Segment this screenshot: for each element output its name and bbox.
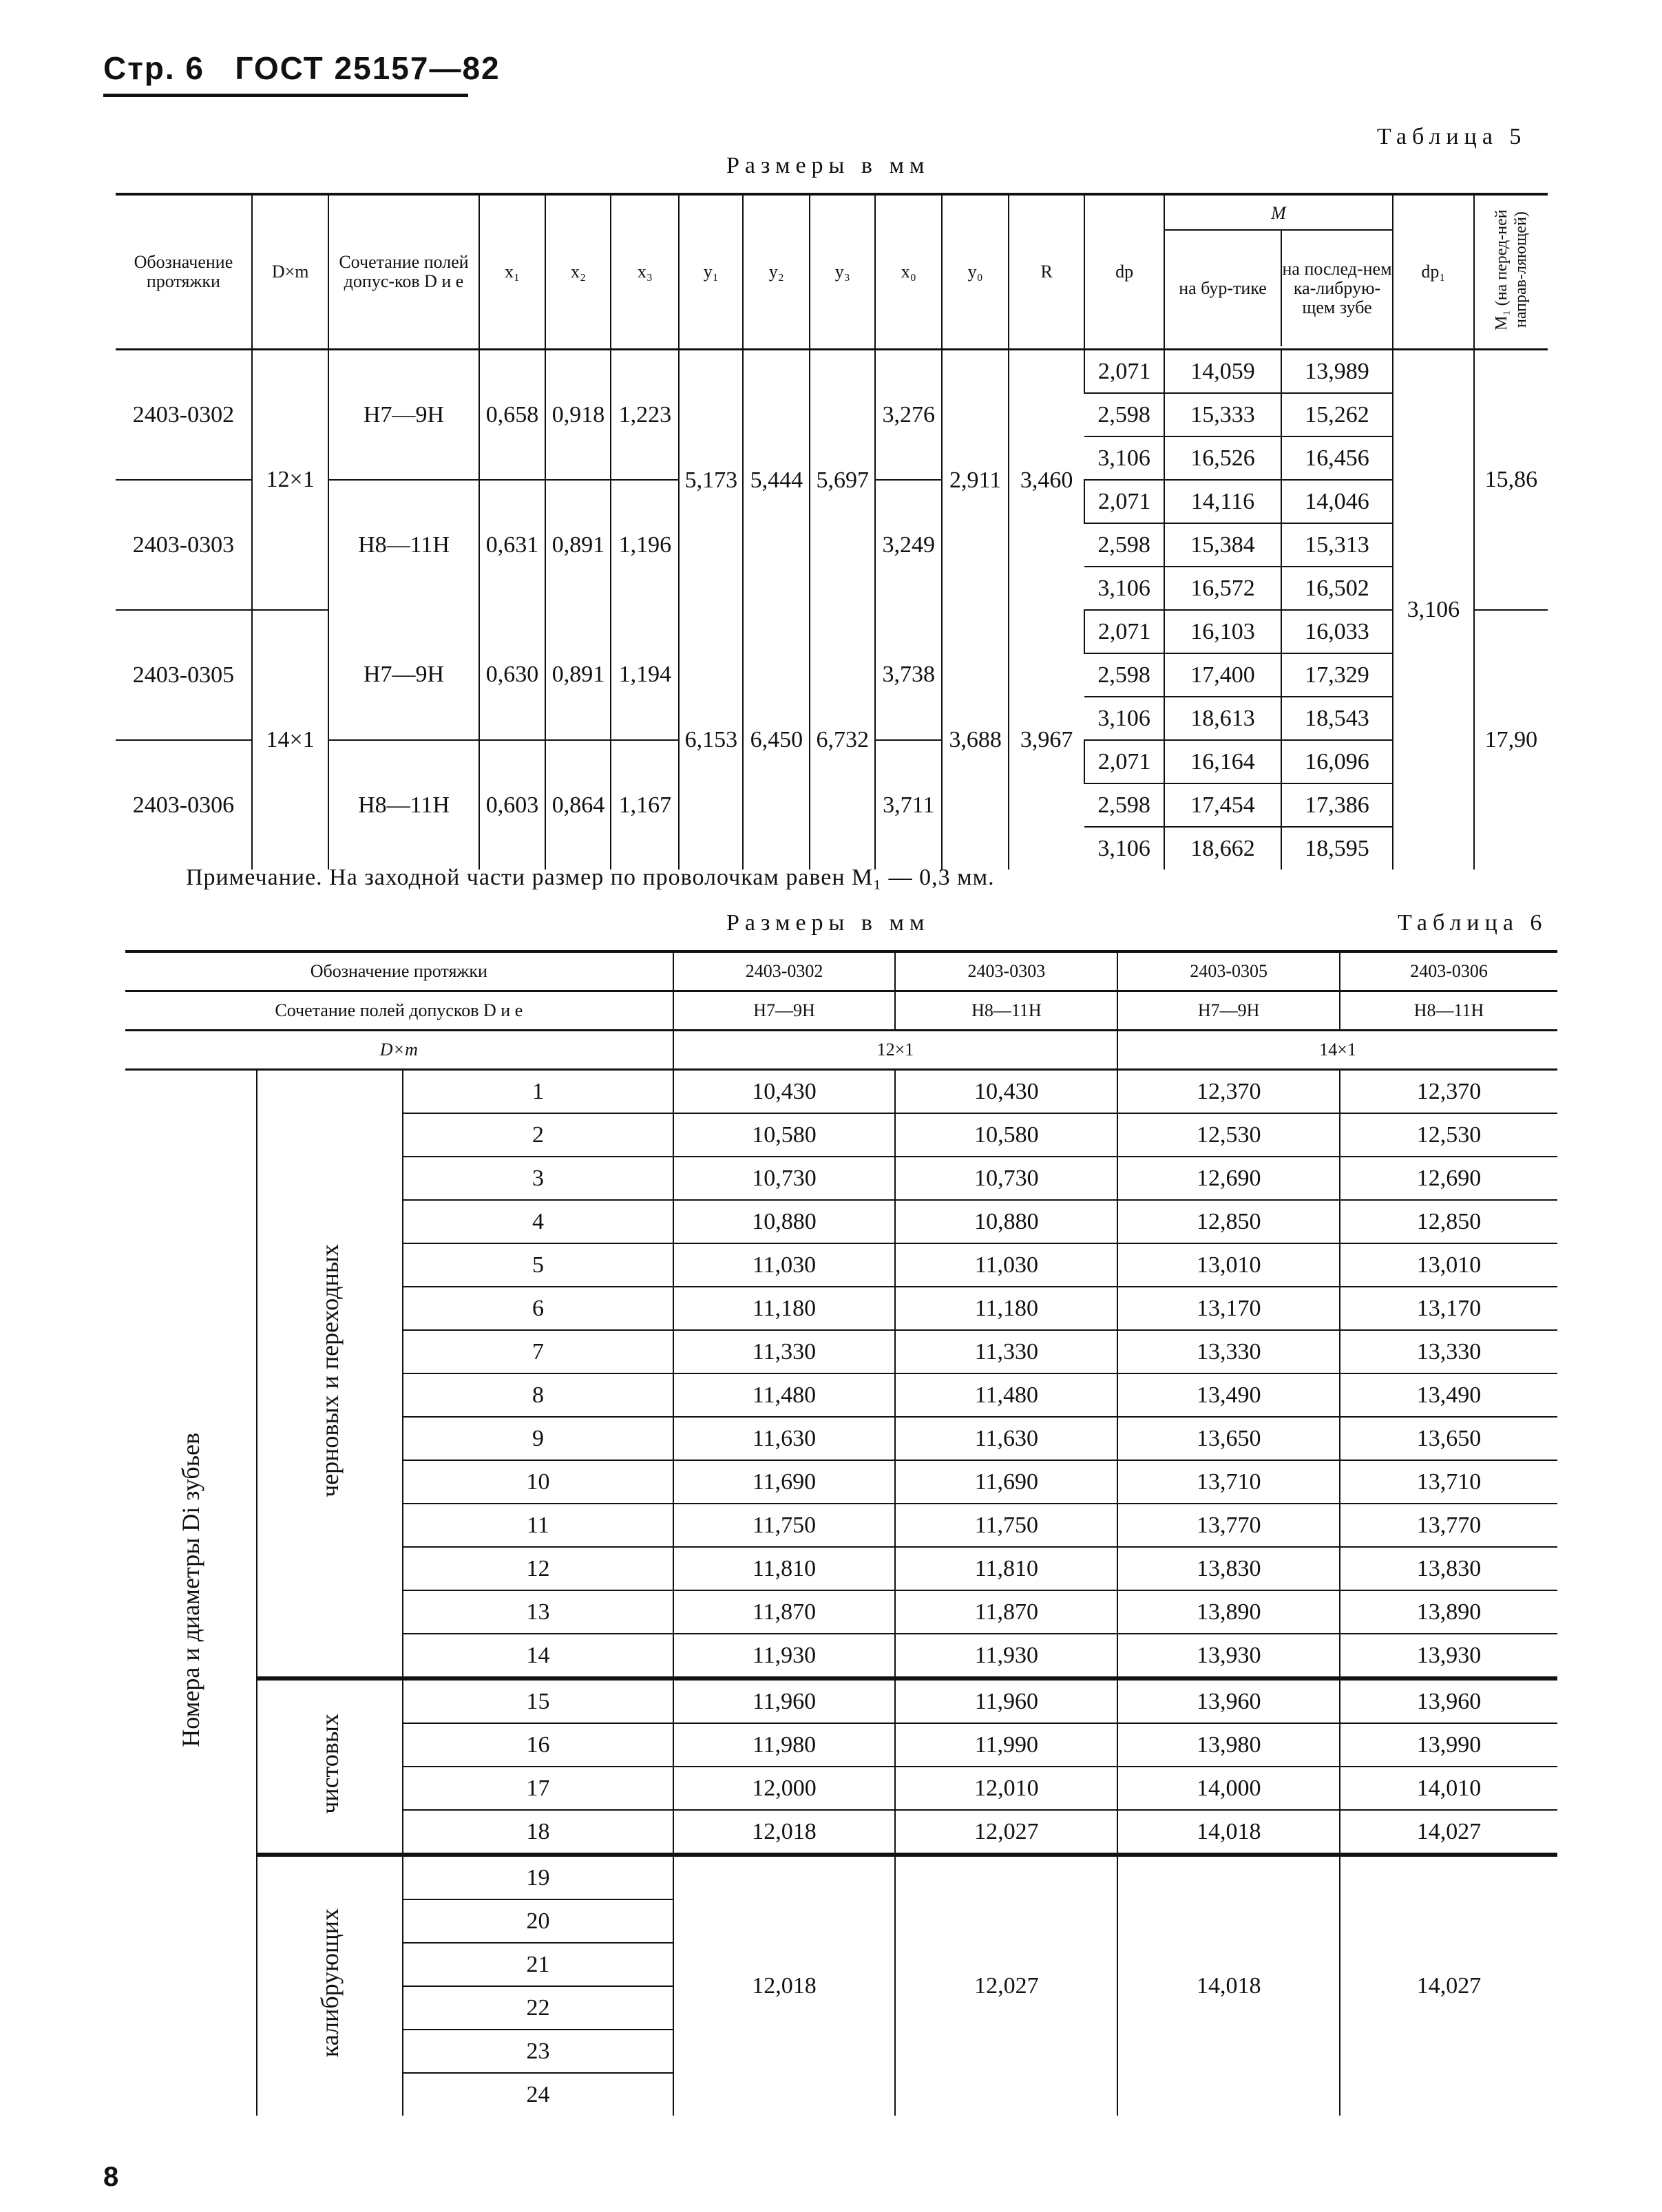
calib-diameter: 12,027 [895, 1855, 1117, 2116]
page-header [103, 50, 501, 87]
tooth-number: 11 [403, 1504, 673, 1547]
x1-cell: 0,631 [479, 480, 546, 610]
tooth-number: 16 [403, 1723, 673, 1767]
diameter-cell: 11,180 [895, 1287, 1117, 1330]
m-burt-cell: 15,333 [1164, 393, 1281, 436]
diameter-cell: 13,650 [1117, 1417, 1340, 1460]
col-r: R [1009, 194, 1084, 350]
designation-cell: 2403-0303 [116, 480, 252, 610]
diameter-cell: 11,930 [895, 1634, 1117, 1678]
diameter-cell: 11,870 [895, 1590, 1117, 1634]
r-cell: 3,460 [1009, 350, 1084, 611]
table5-units: Размеры в мм [726, 153, 930, 178]
m-last-cell: 18,543 [1281, 697, 1393, 740]
diameter-cell: 12,690 [1117, 1157, 1340, 1200]
diameter-cell: 12,027 [895, 1810, 1117, 1855]
diameter-cell: 12,850 [1117, 1200, 1340, 1243]
y1-cell: 6,153 [679, 610, 743, 870]
diameter-cell: 12,018 [673, 1810, 896, 1855]
diameter-cell: 13,930 [1117, 1634, 1340, 1678]
diameter-cell: 13,960 [1340, 1678, 1557, 1723]
x2-cell: 0,891 [545, 480, 611, 610]
diameter-cell: 14,000 [1117, 1767, 1340, 1810]
x3-cell: 1,167 [611, 740, 679, 870]
diameter-cell: 11,030 [673, 1243, 896, 1287]
diameter-cell: 13,830 [1117, 1547, 1340, 1590]
col-y0: y₀ [942, 194, 1009, 350]
x0-cell: 3,249 [875, 480, 942, 610]
calib-diameter: 14,018 [1117, 1855, 1340, 2116]
col-x2: x₂ [545, 194, 611, 350]
combo-cell: Н7—9Н [328, 350, 478, 481]
side-label-cell [125, 1070, 257, 2116]
diameter-cell: 11,480 [673, 1373, 896, 1417]
dp-cell: 3,106 [1084, 697, 1164, 740]
m-burt-cell: 15,384 [1164, 523, 1281, 567]
diameter-cell: 12,850 [1340, 1200, 1557, 1243]
dp1-cell: 3,106 [1393, 350, 1474, 870]
x1-cell: 0,630 [479, 610, 546, 740]
m-last-cell: 16,096 [1281, 740, 1393, 783]
diameter-cell: 13,650 [1340, 1417, 1557, 1460]
col-y1: y₁ [679, 194, 743, 350]
diameter-cell: 12,690 [1340, 1157, 1557, 1200]
diameter-cell: 13,770 [1117, 1504, 1340, 1547]
diameter-cell: 13,710 [1117, 1460, 1340, 1504]
dxm-cell: 12×1 [252, 350, 329, 611]
diameter-cell: 11,930 [673, 1634, 896, 1678]
diameter-cell: 13,330 [1340, 1330, 1557, 1373]
diameter-cell: 10,880 [895, 1200, 1117, 1243]
y2-cell: 6,450 [743, 610, 810, 870]
combo-cell: Н7—9Н [328, 610, 478, 740]
tooth-number: 18 [403, 1810, 673, 1855]
col-x0: x₀ [875, 194, 942, 350]
group-rough-label: черновых и переходных [316, 1243, 344, 1497]
tooth-number: 13 [403, 1590, 673, 1634]
diameter-cell: 13,930 [1340, 1634, 1557, 1678]
diameter-cell: 13,990 [1340, 1723, 1557, 1767]
combo-cell: Н7—9Н [673, 991, 896, 1031]
diameter-cell: 10,430 [673, 1070, 896, 1114]
col-y2: y₂ [743, 194, 810, 350]
diameter-cell: 13,490 [1340, 1373, 1557, 1417]
tooth-number: 19 [403, 1855, 673, 1899]
designation-cell: 2403-0303 [895, 951, 1117, 991]
tooth-number: 17 [403, 1767, 673, 1810]
dxm-cell: 14×1 [1117, 1031, 1557, 1070]
group-finish-label: чистовых [316, 1713, 344, 1814]
calib-diameter: 12,018 [673, 1855, 896, 2116]
table-6 [125, 950, 1557, 2116]
m-last-cell: 15,262 [1281, 393, 1393, 436]
diameter-cell: 13,010 [1340, 1243, 1557, 1287]
diameter-cell: 13,770 [1340, 1504, 1557, 1547]
diameter-cell: 11,810 [895, 1547, 1117, 1590]
combo-cell: Н8—11Н [1340, 991, 1557, 1031]
tooth-number: 6 [403, 1287, 673, 1330]
diameter-cell: 11,870 [673, 1590, 896, 1634]
m-last-cell: 16,502 [1281, 567, 1393, 610]
dp-cell: 2,598 [1084, 523, 1164, 567]
m-burt-cell: 18,613 [1164, 697, 1281, 740]
diameter-cell: 13,170 [1117, 1287, 1340, 1330]
row-combo-label: Сочетание полей допусков D и e [125, 991, 673, 1031]
diameter-cell: 11,810 [673, 1547, 896, 1590]
diameter-cell: 13,890 [1117, 1590, 1340, 1634]
diameter-cell: 11,750 [673, 1504, 896, 1547]
m-last-cell: 14,046 [1281, 480, 1393, 523]
dxm-cell: 12×1 [673, 1031, 1118, 1070]
x0-cell: 3,738 [875, 610, 942, 740]
dp-cell: 2,598 [1084, 393, 1164, 436]
diameter-cell: 12,530 [1340, 1113, 1557, 1157]
combo-cell: Н7—9Н [1117, 991, 1340, 1031]
designation-cell: 2403-0306 [132, 792, 235, 818]
tooth-number: 14 [403, 1634, 673, 1678]
m-last-cell: 16,456 [1281, 436, 1393, 480]
note-text: Примечание. На заходной части размер по проволочкам равен M₁ — 0,3 мм. [186, 865, 995, 890]
diameter-cell: 11,630 [895, 1417, 1117, 1460]
m-last-cell: 18,595 [1281, 827, 1393, 870]
col-dp1: dp₁ [1393, 194, 1474, 350]
x3-cell: 1,196 [611, 480, 679, 610]
table5-label: Таблица 5 [1377, 124, 1527, 149]
diameter-cell: 13,830 [1340, 1547, 1557, 1590]
x2-cell: 0,864 [545, 740, 611, 870]
x1-cell: 0,603 [479, 740, 546, 870]
row-designation-label: Обозначение протяжки [125, 951, 673, 991]
col-combo: Сочетание полей допус-ков D и e [328, 194, 478, 350]
x3-cell: 1,194 [611, 610, 679, 740]
diameter-cell: 13,710 [1340, 1460, 1557, 1504]
tooth-number: 21 [403, 1943, 673, 1986]
y0-cell: 3,688 [942, 610, 1009, 870]
diameter-cell: 10,430 [895, 1070, 1117, 1114]
y3-cell: 6,732 [810, 610, 875, 870]
diameter-cell: 13,890 [1340, 1590, 1557, 1634]
header-underline [103, 94, 468, 97]
dp-cell: 2,071 [1084, 480, 1164, 523]
x0-cell: 3,276 [875, 350, 942, 481]
diameter-cell: 13,010 [1117, 1243, 1340, 1287]
tooth-number: 3 [403, 1157, 673, 1200]
dxm-cell: 14×1 [252, 610, 329, 870]
m-burt-cell: 17,400 [1164, 653, 1281, 697]
col-y3: y₃ [810, 194, 875, 350]
group-finish-cell [257, 1678, 403, 1855]
diameter-cell: 11,480 [895, 1373, 1117, 1417]
m-burt-cell: 17,454 [1164, 783, 1281, 827]
diameter-cell: 12,370 [1117, 1070, 1340, 1114]
diameter-cell: 12,010 [895, 1767, 1117, 1810]
m-last-cell: 13,989 [1281, 350, 1393, 394]
combo-cell: Н8—11Н [895, 991, 1117, 1031]
diameter-cell: 10,580 [673, 1113, 896, 1157]
diameter-cell: 13,170 [1340, 1287, 1557, 1330]
tooth-number: 2 [403, 1113, 673, 1157]
group-calib-cell [257, 1855, 403, 2116]
diameter-cell: 12,000 [673, 1767, 896, 1810]
doc-title: ГОСТ 25157—82 [235, 50, 501, 86]
diameter-cell: 11,960 [673, 1678, 896, 1723]
tooth-number: 5 [403, 1243, 673, 1287]
x0-cell: 3,711 [875, 740, 942, 870]
dp-cell: 2,071 [1084, 610, 1164, 653]
designation-cell: 2403-0302 [673, 951, 896, 991]
tooth-number: 9 [403, 1417, 673, 1460]
col-dp: dp [1084, 194, 1164, 350]
designation-cell: 2403-0305 [1117, 951, 1340, 991]
tooth-number: 15 [403, 1678, 673, 1723]
combo-cell: Н8—11Н [328, 740, 478, 870]
dp-cell: 2,598 [1084, 653, 1164, 697]
table-5 [116, 193, 1548, 870]
m-burt-cell: 14,059 [1164, 350, 1281, 394]
tooth-number: 7 [403, 1330, 673, 1373]
dp-cell: 3,106 [1084, 436, 1164, 480]
x2-cell: 0,918 [545, 350, 611, 481]
m-last-cell: 15,313 [1281, 523, 1393, 567]
diameter-cell: 11,330 [673, 1330, 896, 1373]
diameter-cell: 11,960 [895, 1678, 1117, 1723]
col-m1 [1474, 194, 1548, 350]
diameter-cell: 10,880 [673, 1200, 896, 1243]
tooth-number: 1 [403, 1070, 673, 1114]
diameter-cell: 13,980 [1117, 1723, 1340, 1767]
m-last-cell: 17,329 [1281, 653, 1393, 697]
m-last-cell: 16,033 [1281, 610, 1393, 653]
tooth-number: 24 [403, 2073, 673, 2116]
diameter-cell: 13,960 [1117, 1678, 1340, 1723]
page-number: 8 [103, 2162, 119, 2192]
r-cell: 3,967 [1009, 610, 1084, 870]
m1-cell: 15,86 [1474, 350, 1548, 611]
m-burt-cell: 16,526 [1164, 436, 1281, 480]
col-x1: x₁ [479, 194, 546, 350]
diameter-cell: 11,980 [673, 1723, 896, 1767]
diameter-cell: 13,330 [1117, 1330, 1340, 1373]
y1-cell: 5,173 [679, 350, 743, 611]
designation-cell: 2403-0305 [116, 610, 252, 740]
m-burt-cell: 14,116 [1164, 480, 1281, 523]
m-burt-cell: 16,103 [1164, 610, 1281, 653]
tooth-number: 12 [403, 1547, 673, 1590]
diameter-cell: 13,490 [1117, 1373, 1340, 1417]
x3-cell: 1,223 [611, 350, 679, 481]
diameter-cell: 11,690 [895, 1460, 1117, 1504]
y3-cell: 5,697 [810, 350, 875, 611]
diameter-cell: 11,180 [673, 1287, 896, 1330]
diameter-cell: 10,730 [673, 1157, 896, 1200]
table6-units: Размеры в мм [726, 910, 930, 936]
tooth-number: 20 [403, 1899, 673, 1943]
side-label: Номера и диаметры Di зубьев [177, 1433, 205, 1747]
table6-label: Таблица 6 [1398, 910, 1548, 936]
diameter-cell: 11,330 [895, 1330, 1117, 1373]
col-m-last: на послед-нем ка-либрую-щем зубе [1282, 259, 1392, 317]
dp-cell: 2,071 [1084, 350, 1164, 394]
dp-cell: 3,106 [1097, 835, 1150, 861]
designation-cell: 2403-0306 [1340, 951, 1557, 991]
col-m1-label: M₁ (на перед-ней направ-ляющей) [1492, 209, 1530, 330]
dp-cell: 3,106 [1084, 567, 1164, 610]
m-burt-cell: 18,662 [1164, 827, 1281, 870]
tooth-number: 23 [403, 2030, 673, 2073]
diameter-cell: 11,990 [895, 1723, 1117, 1767]
tooth-number: 10 [403, 1460, 673, 1504]
tooth-number: 8 [403, 1373, 673, 1417]
group-calib-label: калибрующих [316, 1908, 344, 2058]
diameter-cell: 12,370 [1340, 1070, 1557, 1114]
tooth-number: 22 [403, 1986, 673, 2030]
calib-diameter: 14,027 [1340, 1855, 1557, 2116]
col-m-group [1164, 194, 1393, 350]
y0-cell: 2,911 [942, 350, 1009, 611]
designation-cell: 2403-0302 [116, 350, 252, 481]
col-dxm: D×m [252, 194, 329, 350]
row-dxm-label: D×m [125, 1031, 673, 1070]
diameter-cell: 10,580 [895, 1113, 1117, 1157]
diameter-cell: 11,630 [673, 1417, 896, 1460]
diameter-cell: 14,027 [1340, 1810, 1557, 1855]
diameter-cell: 11,030 [895, 1243, 1117, 1287]
combo-cell: Н8—11Н [328, 480, 478, 610]
dp-cell: 2,598 [1084, 783, 1164, 827]
m-burt-cell: 16,164 [1164, 740, 1281, 783]
diameter-cell: 14,010 [1340, 1767, 1557, 1810]
diameter-cell: 11,690 [673, 1460, 896, 1504]
m1-cell: 17,90 [1474, 610, 1548, 870]
tooth-number: 4 [403, 1200, 673, 1243]
m-burt-cell: 16,572 [1164, 567, 1281, 610]
dp-cell: 2,071 [1084, 740, 1164, 783]
diameter-cell: 14,018 [1117, 1810, 1340, 1855]
group-rough-cell [257, 1070, 403, 1679]
x1-cell: 0,658 [479, 350, 546, 481]
x2-cell: 0,891 [545, 610, 611, 740]
y2-cell: 5,444 [743, 350, 810, 611]
col-m-burt: на бур-тике [1165, 231, 1282, 346]
col-m: M [1165, 198, 1392, 231]
page-label: Стр. 6 [103, 50, 204, 86]
col-designation: Обозначение протяжки [116, 194, 252, 350]
diameter-cell: 11,750 [895, 1504, 1117, 1547]
diameter-cell: 10,730 [895, 1157, 1117, 1200]
diameter-cell: 12,530 [1117, 1113, 1340, 1157]
m-last-cell: 17,386 [1281, 783, 1393, 827]
col-x3: x₃ [611, 194, 679, 350]
